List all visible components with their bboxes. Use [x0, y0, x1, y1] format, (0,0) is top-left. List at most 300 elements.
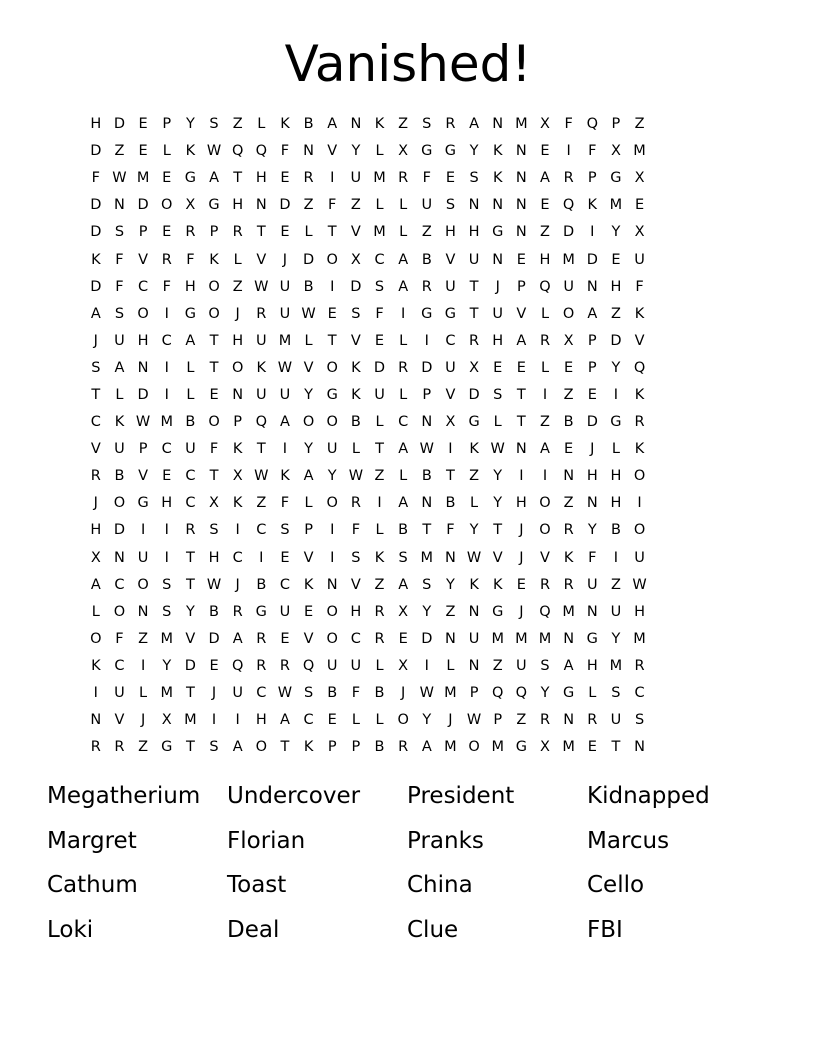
grid-letter: H [539, 251, 551, 268]
grid-letter: C [185, 468, 196, 485]
grid-letter: C [232, 549, 243, 566]
grid-letter: B [421, 251, 432, 268]
grid-letter: R [539, 576, 551, 593]
grid-letter: H [90, 116, 102, 133]
grid-letter: Q [231, 657, 244, 674]
grid-letter: L [304, 332, 313, 349]
grid-letter: U [634, 549, 645, 566]
grid-letter: F [162, 278, 171, 295]
grid-letter: K [634, 305, 645, 322]
grid-letter: O [539, 495, 551, 512]
grid-letter: Z [138, 630, 149, 647]
grid-letter: S [422, 116, 432, 133]
grid-letter: X [232, 468, 243, 485]
grid-letter: A [563, 657, 574, 674]
grid-letter: Y [469, 143, 479, 160]
grid-letter: U [279, 603, 291, 620]
grid-letter: I [235, 712, 240, 729]
grid-letter: Y [422, 603, 432, 620]
grid-letter: F [115, 278, 124, 295]
grid-letter: U [421, 197, 433, 214]
grid-letter: I [164, 522, 169, 539]
grid-letter: L [91, 603, 100, 620]
grid-letter: U [114, 441, 125, 458]
grid-letter: P [327, 739, 337, 756]
grid-letter: R [374, 630, 385, 647]
letter-grid [84, 111, 736, 761]
grid-letter: Z [492, 657, 503, 674]
grid-letter: S [493, 386, 503, 403]
grid-letter: P [587, 170, 597, 187]
grid-letter: I [519, 468, 524, 485]
grid-letter: Z [563, 386, 574, 403]
grid-letter: Q [539, 603, 551, 620]
grid-letter: D [373, 359, 386, 376]
grid-letter: Z [232, 278, 243, 295]
grid-letter: O [90, 630, 102, 647]
grid-letter: E [587, 739, 597, 756]
grid-letter: D [137, 197, 149, 214]
grid-letter: D [303, 251, 315, 268]
grid-letter: U [350, 170, 362, 187]
grid-letter: W [348, 468, 364, 485]
grid-letter: U [255, 332, 267, 349]
grid-letter: M [515, 630, 528, 647]
grid-letter: M [160, 414, 173, 431]
grid-letter: V [492, 549, 503, 566]
grid-letter: I [93, 685, 98, 702]
grid-letter: S [634, 712, 645, 729]
grid-letter: T [209, 332, 219, 349]
grid-letter: R [185, 224, 196, 241]
grid-letter: L [611, 441, 620, 458]
grid-letter: N [137, 603, 149, 620]
grid-row [84, 517, 736, 544]
grid-letter: O [208, 414, 220, 431]
grid-row [84, 599, 736, 626]
grid-letter: O [562, 305, 575, 322]
grid-letter: W [277, 685, 293, 702]
grid-letter: S [114, 224, 125, 241]
grid-letter: F [328, 197, 337, 214]
grid-letter: T [185, 576, 195, 593]
grid-letter: G [492, 603, 504, 620]
grid-letter: H [444, 224, 456, 241]
grid-letter: H [184, 278, 196, 295]
grid-letter: E [138, 143, 148, 160]
grid-letter: L [233, 251, 242, 268]
grid-letter: L [446, 657, 455, 674]
grid-letter: X [398, 603, 409, 620]
grid-letter: Y [611, 359, 621, 376]
grid-row [84, 707, 736, 734]
grid-letter: H [232, 197, 244, 214]
grid-letter: I [164, 359, 169, 376]
grid-letter: M [609, 197, 623, 214]
grid-letter: S [114, 305, 125, 322]
grid-letter: Y [185, 603, 195, 620]
grid-row [84, 246, 736, 273]
grid-letter: P [587, 359, 597, 376]
grid-letter: H [255, 170, 267, 187]
grid-letter: S [398, 549, 408, 566]
grid-letter: S [303, 685, 314, 702]
grid-letter: T [233, 170, 243, 187]
grid-letter: N [468, 603, 480, 620]
grid-row [84, 274, 736, 301]
grid-letter: N [563, 468, 575, 485]
grid-letter: N [515, 224, 527, 241]
grid-letter: S [91, 359, 101, 376]
grid-letter: L [399, 332, 408, 349]
grid-letter: I [542, 386, 548, 403]
grid-letter: L [257, 116, 266, 133]
grid-letter: C [256, 685, 267, 702]
grid-letter: L [540, 305, 550, 322]
grid-letter: Q [255, 414, 268, 431]
grid-letter: T [327, 224, 337, 241]
grid-letter: V [138, 251, 149, 268]
grid-letter: F [280, 143, 290, 160]
grid-letter: C [90, 414, 101, 431]
grid-letter: L [304, 224, 313, 241]
grid-letter: V [303, 359, 314, 376]
grid-letter: A [303, 468, 314, 485]
grid-letter: R [587, 712, 598, 729]
grid-letter: V [350, 332, 361, 349]
grid-letter: C [303, 712, 314, 729]
grid-letter: L [399, 224, 408, 241]
grid-letter: F [115, 630, 124, 647]
grid-letter: K [634, 441, 645, 458]
grid-letter: X [634, 170, 645, 187]
grid-letter: U [445, 278, 456, 295]
grid-letter: G [586, 630, 598, 647]
grid-letter: T [516, 414, 526, 431]
grid-letter: N [421, 495, 433, 512]
grid-letter: U [255, 386, 267, 403]
grid-letter: S [351, 549, 361, 566]
grid-letter: V [516, 305, 527, 322]
grid-letter: C [185, 495, 196, 512]
grid-row [84, 572, 736, 599]
grid-letter: C [279, 576, 290, 593]
grid-letter: X [398, 657, 409, 674]
grid-letter: S [422, 576, 432, 593]
grid-letter: Y [611, 630, 621, 647]
grid-letter: M [491, 630, 504, 647]
grid-letter: T [469, 305, 479, 322]
grid-letter: Z [398, 116, 409, 133]
grid-letter: E [280, 630, 290, 647]
grid-row [84, 138, 736, 165]
grid-letter: S [209, 522, 219, 539]
grid-letter: T [185, 739, 195, 756]
grid-letter: L [139, 685, 148, 702]
grid-letter: Z [610, 576, 621, 593]
grid-letter: M [562, 739, 575, 756]
grid-letter: S [209, 116, 219, 133]
grid-letter: R [232, 603, 243, 620]
word-list-item: Margret [47, 827, 137, 854]
grid-letter: D [90, 278, 102, 295]
grid-letter: A [398, 441, 409, 458]
grid-letter: L [588, 685, 597, 702]
grid-row [84, 680, 736, 707]
grid-letter: B [327, 685, 338, 702]
grid-letter: J [519, 522, 524, 539]
grid-letter: A [540, 441, 550, 458]
grid-letter: G [184, 170, 196, 187]
grid-letter: U [350, 657, 362, 674]
grid-letter: N [421, 414, 433, 431]
grid-letter: L [115, 386, 124, 403]
grid-letter: T [256, 441, 266, 458]
grid-letter: I [282, 441, 288, 458]
grid-letter: U [114, 332, 125, 349]
grid-letter: S [351, 305, 361, 322]
grid-letter: J [93, 332, 98, 349]
grid-letter: Y [327, 468, 337, 485]
grid-letter: I [377, 495, 382, 512]
grid-letter: P [162, 116, 172, 133]
grid-letter: X [90, 549, 101, 566]
grid-letter: M [136, 170, 150, 187]
grid-letter: E [209, 657, 219, 674]
grid-letter: I [164, 549, 169, 566]
grid-letter: V [303, 630, 314, 647]
grid-letter: Y [304, 441, 314, 458]
grid-letter: T [91, 386, 101, 403]
grid-letter: C [161, 441, 172, 458]
grid-letter: J [401, 685, 406, 702]
word-list-item: Clue [407, 916, 459, 943]
grid-letter: R [90, 468, 101, 485]
grid-letter: T [375, 441, 384, 458]
grid-letter: H [208, 549, 220, 566]
grid-letter: V [256, 251, 267, 268]
grid-letter: U [279, 278, 291, 295]
grid-letter: K [114, 414, 125, 431]
grid-row [84, 355, 736, 382]
grid-letter: Z [374, 468, 385, 485]
grid-letter: K [280, 116, 290, 133]
grid-letter: V [185, 630, 196, 647]
grid-letter: L [399, 468, 408, 485]
grid-letter: U [185, 441, 196, 458]
grid-letter: F [588, 549, 597, 566]
grid-letter: W [254, 278, 269, 295]
grid-letter: N [586, 278, 598, 295]
grid-letter: E [564, 441, 574, 458]
grid-letter: Z [138, 739, 149, 756]
grid-letter: J [93, 495, 98, 512]
grid-letter: A [279, 712, 290, 729]
grid-letter: N [232, 386, 244, 403]
grid-row [84, 111, 736, 138]
grid-letter: B [445, 495, 456, 512]
grid-letter: V [445, 251, 456, 268]
grid-letter: M [538, 630, 552, 647]
grid-letter: K [91, 657, 101, 674]
grid-letter: A [90, 576, 101, 593]
grid-letter: K [185, 143, 196, 160]
grid-letter: J [211, 685, 217, 702]
grid-letter: U [634, 251, 645, 268]
grid-letter: X [540, 739, 550, 756]
grid-letter: E [634, 197, 645, 214]
grid-letter: N [445, 630, 456, 647]
grid-letter: U [232, 685, 243, 702]
grid-letter: D [90, 224, 102, 241]
grid-letter: Y [446, 576, 455, 593]
grid-letter: N [468, 197, 480, 214]
grid-letter: I [566, 143, 571, 160]
grid-letter: C [161, 332, 172, 349]
grid-letter: W [301, 305, 316, 322]
grid-letter: Y [422, 712, 432, 729]
grid-letter: L [351, 441, 360, 458]
grid-letter: J [519, 603, 524, 620]
grid-letter: I [164, 305, 169, 322]
grid-letter: M [515, 116, 528, 133]
grid-letter: M [160, 685, 173, 702]
grid-letter: O [113, 495, 126, 512]
grid-letter: H [492, 332, 504, 349]
grid-letter: G [421, 305, 433, 322]
word-list-item: Loki [47, 916, 94, 943]
grid-letter: F [422, 170, 431, 187]
grid-letter: X [209, 495, 219, 512]
grid-letter: O [137, 305, 149, 322]
grid-letter: I [330, 278, 335, 295]
grid-letter: D [586, 251, 598, 268]
grid-letter: W [419, 441, 434, 458]
grid-letter: B [374, 685, 385, 702]
word-list-item: FBI [587, 916, 623, 943]
grid-letter: I [613, 386, 619, 403]
grid-row [84, 545, 736, 572]
grid-letter: E [304, 603, 314, 620]
grid-letter: H [610, 278, 622, 295]
grid-letter: E [280, 170, 290, 187]
grid-letter: U [563, 278, 574, 295]
grid-letter: N [634, 739, 645, 756]
grid-letter: Q [633, 359, 646, 376]
grid-letter: D [350, 278, 362, 295]
grid-letter: D [610, 332, 622, 349]
grid-letter: K [351, 386, 361, 403]
grid-letter: W [277, 359, 293, 376]
grid-letter: N [515, 143, 527, 160]
grid-letter: T [611, 739, 621, 756]
grid-letter: R [161, 251, 172, 268]
grid-letter: A [469, 116, 480, 133]
grid-letter: U [374, 386, 385, 403]
grid-letter: H [634, 603, 645, 620]
grid-letter: N [137, 359, 149, 376]
grid-letter: W [419, 685, 434, 702]
puzzle-title: Vanished! [284, 35, 532, 93]
grid-letter: O [302, 414, 315, 431]
grid-letter: H [161, 495, 173, 512]
grid-letter: S [540, 657, 550, 674]
grid-letter: I [448, 441, 453, 458]
grid-letter: C [398, 414, 409, 431]
grid-letter: P [351, 739, 361, 756]
grid-row [84, 382, 736, 409]
grid-letter: G [515, 739, 527, 756]
grid-letter: B [350, 414, 361, 431]
grid-letter: A [327, 116, 338, 133]
grid-letter: M [184, 712, 197, 729]
grid-letter: E [280, 549, 290, 566]
grid-letter: O [231, 359, 244, 376]
grid-letter: N [492, 116, 504, 133]
grid-letter: G [492, 224, 504, 241]
grid-letter: S [445, 197, 456, 214]
word-list-item: Marcus [587, 827, 670, 854]
grid-letter: E [564, 359, 574, 376]
grid-letter: F [209, 441, 219, 458]
grid-letter: E [209, 386, 219, 403]
grid-letter: C [114, 576, 125, 593]
grid-letter: Z [610, 305, 621, 322]
grid-letter: U [114, 685, 125, 702]
grid-letter: G [255, 603, 267, 620]
grid-letter: Z [303, 197, 314, 214]
grid-letter: O [326, 603, 338, 620]
grid-letter: E [540, 197, 550, 214]
grid-letter: K [209, 251, 219, 268]
grid-letter: T [493, 522, 503, 539]
grid-letter: K [303, 576, 314, 593]
grid-letter: P [611, 116, 621, 133]
grid-letter: N [492, 251, 504, 268]
grid-letter: O [397, 712, 409, 729]
grid-letter: V [634, 332, 645, 349]
grid-letter: K [469, 576, 479, 593]
grid-letter: I [330, 549, 335, 566]
grid-letter: X [469, 359, 480, 376]
grid-letter: K [91, 251, 101, 268]
grid-letter: H [255, 712, 267, 729]
grid-letter: K [374, 116, 385, 133]
grid-letter: D [468, 386, 480, 403]
grid-letter: S [162, 576, 172, 593]
grid-letter: T [209, 359, 219, 376]
grid-letter: P [422, 386, 432, 403]
grid-letter: Z [256, 495, 267, 512]
grid-letter: T [516, 386, 526, 403]
grid-letter: D [90, 197, 102, 214]
grid-letter: Q [231, 143, 244, 160]
grid-letter: Z [232, 116, 243, 133]
grid-letter: V [445, 386, 456, 403]
grid-letter: N [445, 549, 456, 566]
grid-letter: U [492, 305, 504, 322]
grid-letter: N [515, 197, 527, 214]
grid-letter: R [256, 305, 267, 322]
grid-letter: T [185, 549, 195, 566]
grid-letter: C [634, 685, 645, 702]
grid-letter: K [256, 359, 267, 376]
grid-letter: E [162, 468, 172, 485]
grid-letter: Y [351, 143, 361, 160]
grid-letter: F [91, 170, 100, 187]
grid-letter: Z [540, 414, 550, 431]
grid-letter: G [161, 739, 173, 756]
